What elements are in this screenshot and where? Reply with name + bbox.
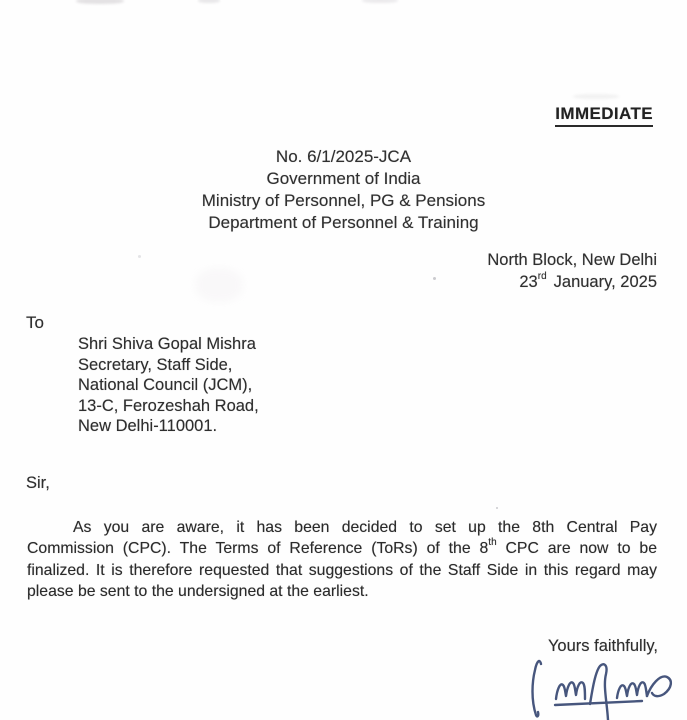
greeting: Sir, [26,474,50,492]
scan-smudge [362,0,398,3]
closing-valediction: Yours faithfully, [547,637,658,655]
urgency-label: IMMEDIATE [555,104,653,127]
recipient-title: Secretary, Staff Side, [78,355,233,374]
scan-smudge [573,94,619,99]
body-line-3: finalized. It is therefore requested that suggestions of the Staff Side in this regard may [27,561,657,579]
body-line-1: As you are aware, it has been decided to set up the 8th Central Pay [73,519,657,536]
body-paragraph [27,517,657,603]
date-month-year: January, 2025 [553,273,657,291]
body-line-2 [27,538,657,559]
recipient-street: 13-C, Ferozeshah Road, [78,396,259,415]
recipient-to-label: To [26,313,44,332]
date-ordinal-suffix: rd [537,270,547,282]
scan-smudge [195,268,243,302]
place-date-block [487,249,657,293]
scan-speck [138,255,141,258]
reference-number: No. 6/1/2025-JCA [275,147,412,166]
scan-smudge [76,0,124,4]
recipient-city: New Delhi-110001. [78,417,218,435]
scan-smudge [198,0,220,3]
org-department: Department of Personnel & Training [208,213,479,232]
handwritten-signature [524,652,684,720]
letterhead [0,146,687,234]
org-ministry: Ministry of Personnel, PG & Pensions [201,191,486,210]
scan-speck [433,277,436,280]
body-line-4: please be sent to the undersigned at the earliest. [27,583,369,601]
org-government: Government of India [266,169,421,188]
body-line-2-post: CPC are now to be [496,540,657,558]
place-line: North Block, New Delhi [487,251,657,269]
body-line-2-pre: Commission (CPC). The Terms of Reference (ToRs) of the 8 [27,540,489,558]
recipient-org: National Council (JCM), [78,376,253,394]
date-day: 23 [519,273,538,291]
date-line [487,271,657,293]
recipient-name: Shri Shiva Gopal Mishra [78,335,256,353]
ordinal-suffix: th [488,537,497,549]
recipient-address [78,334,259,437]
scan-speck [496,507,498,509]
